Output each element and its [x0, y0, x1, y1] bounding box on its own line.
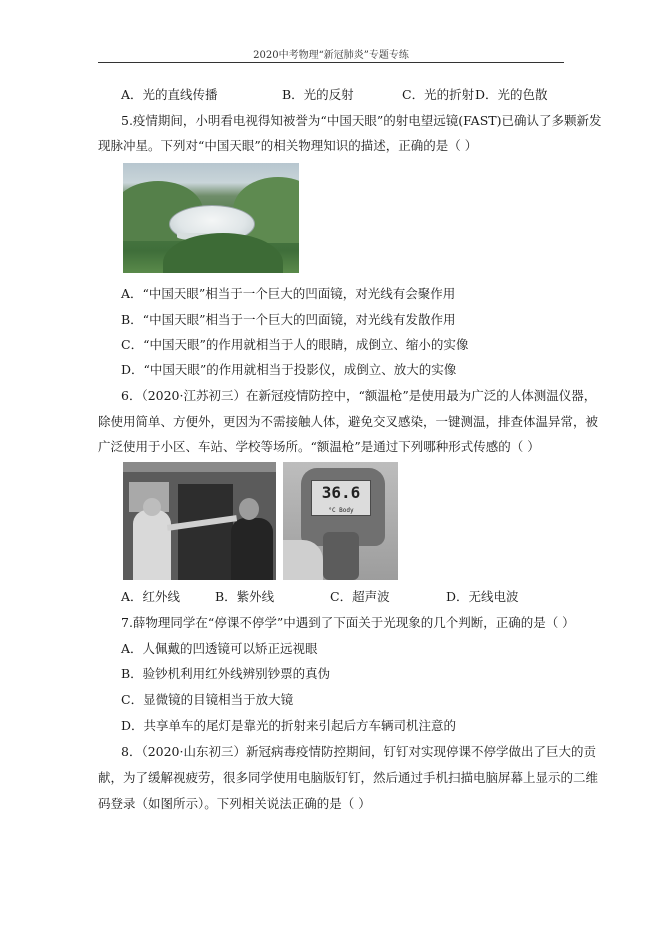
- q6-option-a: A．红外线: [121, 589, 181, 604]
- thermometer-display: [311, 480, 371, 516]
- q6-option-c: C．超声波: [330, 589, 390, 604]
- thermometer-reading: 36.6: [321, 483, 361, 502]
- thermometer-gun-photo: [283, 462, 398, 580]
- q5-option-c: C．“中国天眼”的作用就相当于人的眼睛，成倒立、缩小的实像: [121, 337, 469, 352]
- q7-option-a: A．人佩戴的凹透镜可以矫正远视眼: [121, 641, 318, 656]
- q7-option-d: D．共享单车的尾灯是靠光的折射来引起后方车辆司机注意的: [121, 718, 457, 733]
- q7-option-b: B．验钞机利用红外线辨别钞票的真伪: [121, 666, 331, 681]
- temperature-screening-photo: [123, 462, 276, 580]
- q4-option-b: B．光的反射: [282, 87, 354, 102]
- q8-stem-line-3: 码登录（如图所示）。下列相关说法正确的是（ ）: [98, 796, 371, 811]
- q8-stem-line-2: 献，为了缓解视疲劳，很多同学使用电脑版钉钉，然后通过手机扫描电脑屏幕上显示的二维: [98, 770, 599, 785]
- thermometer-unit: °C Body: [328, 507, 354, 514]
- q4-option-a: A．光的直线传播: [121, 87, 218, 102]
- q6-option-b: B．紫外线: [215, 589, 275, 604]
- q5-option-b: B．“中国天眼”相当于一个巨大的凹面镜，对光线有发散作用: [121, 312, 456, 327]
- q5-option-a: A．“中国天眼”相当于一个巨大的凹面镜，对光线有会聚作用: [121, 286, 456, 301]
- q7-option-c: C．显微镜的目镜相当于放大镜: [121, 692, 294, 707]
- q6-stem-line-3: 广泛使用于小区、车站、学校等场所。“额温枪”是通过下列哪种形式传感的（ ）: [98, 439, 540, 454]
- fast-telescope-photo: [123, 163, 299, 273]
- q5-stem-line-2: 现脉冲星。下列对“中国天眼”的相关物理知识的描述，正确的是（ ）: [98, 138, 478, 153]
- q6-stem-line-2: 除使用简单、方便外，更因为不需接触人体，避免交叉感染，一键测温，排查体温异常，被: [98, 414, 599, 429]
- q4-option-c: C．光的折射: [402, 87, 475, 102]
- q7-stem: 7.薛物理同学在“停课不停学”中遇到了下面关于光现象的几个判断，正确的是（ ）: [121, 615, 575, 630]
- q8-stem-line-1: 8．（2020·山东初三）新冠病毒疫情防控期间，钉钉对实现停课不停学做出了巨大的贡: [121, 744, 596, 759]
- page-header: 2020中考物理“新冠肺炎”专题专练: [253, 50, 409, 61]
- q5-option-d: D．“中国天眼”的作用就相当于投影仪，成倒立、放大的实像: [121, 362, 457, 377]
- q6-option-d: D．无线电波: [446, 589, 519, 604]
- header-rule: [98, 62, 564, 63]
- q6-stem-line-1: 6．（2020·江苏初三）在新冠疫情防控中，“额温枪”是使用最为广泛的人体测温仪器，: [121, 388, 597, 403]
- q4-option-d: D．光的色散: [475, 87, 548, 102]
- q5-stem-line-1: 5.疫情期间，小明看电视得知被誉为“中国天眼”的射电望远镜(FAST)已确认了多颗新发: [121, 113, 602, 128]
